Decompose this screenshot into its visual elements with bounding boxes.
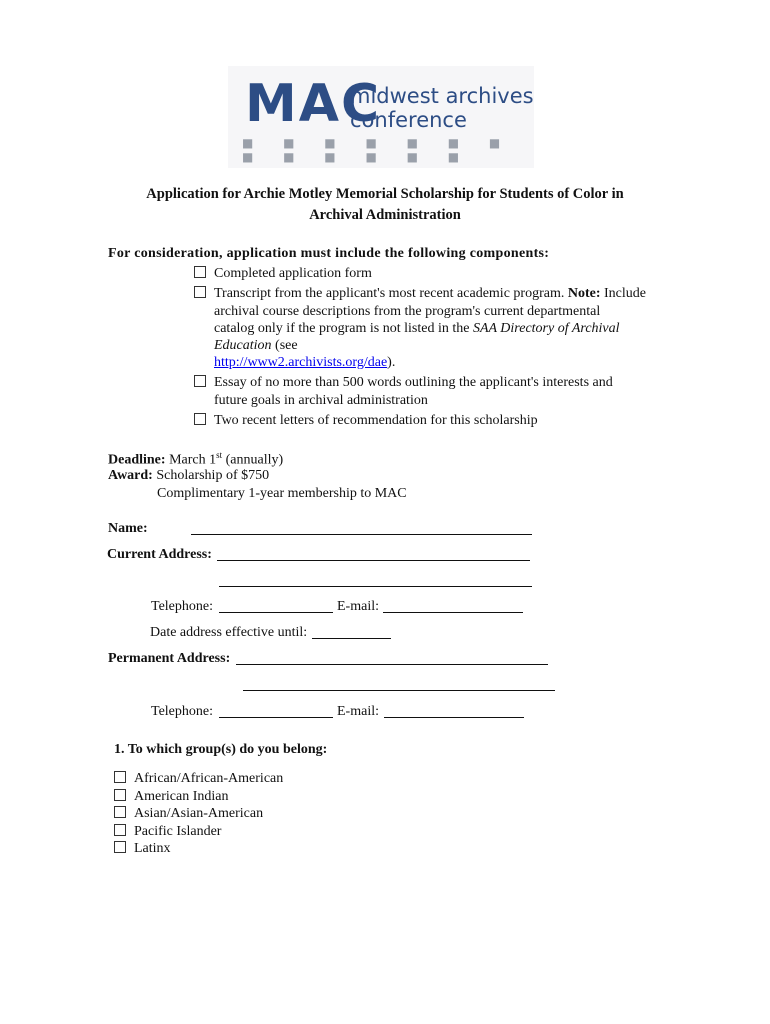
component-item-1-text: Completed application form: [214, 266, 372, 281]
telephone-2-field[interactable]: [219, 705, 333, 718]
component-item-4-text: Two recent letters of recommendation for this scholarship: [214, 413, 538, 428]
component-item-3-text: Essay of no more than 500 words outlining the applicant's interests and: [214, 375, 613, 390]
saa-directory-title: SAA Directory of Archival: [472, 321, 620, 336]
group-option: [114, 824, 221, 840]
dae-link[interactable]: http://www2.archivists.org/dae: [214, 355, 388, 370]
award-row: [108, 468, 269, 484]
component-item-2-line-4: [214, 338, 298, 354]
note-label: Note:: [567, 286, 601, 301]
deadline-label: Deadline:: [108, 452, 166, 468]
group-option: [114, 841, 171, 857]
group-option-label: American Indian: [134, 789, 229, 804]
component-item-2-line-2: archival course descriptions from the program's current departmental: [214, 304, 601, 319]
checkbox[interactable]: [114, 841, 126, 853]
component-item-3: [194, 375, 613, 391]
current-address-label: Current Address:: [107, 547, 212, 562]
current-address-field-1[interactable]: [217, 548, 530, 561]
award-value-2: Complimentary 1-year membership to MAC: [157, 486, 407, 501]
logo-mark: MAC: [245, 74, 382, 134]
logo-dots: ■ ■ ■ ■ ■ ■ ■ ■ ■ ■ ■ ■ ■: [242, 136, 514, 164]
email-label: E-mail:: [337, 599, 379, 614]
page-title-line-2: Archival Administration: [309, 207, 461, 223]
checkbox[interactable]: [194, 286, 206, 298]
email-2-field[interactable]: [384, 705, 524, 718]
checkbox[interactable]: [194, 413, 206, 425]
logo-line-1: midwest archives: [350, 84, 534, 108]
deadline-row: [108, 450, 283, 469]
checkbox[interactable]: [114, 789, 126, 801]
group-option-label: Latinx: [134, 841, 171, 856]
group-option: [114, 771, 283, 787]
checkbox[interactable]: [194, 266, 206, 278]
component-item-2-line-5: [214, 355, 395, 371]
permanent-address-label: Permanent Address:: [108, 651, 231, 666]
component-item-3-line-2: future goals in archival administration: [214, 393, 428, 408]
name-label: Name:: [108, 521, 148, 536]
deadline-tail: (annually): [225, 452, 284, 468]
telephone-field[interactable]: [219, 600, 333, 613]
checkbox[interactable]: [114, 824, 126, 836]
checkbox[interactable]: [114, 771, 126, 783]
permanent-address-field-2[interactable]: [243, 678, 555, 691]
checkbox[interactable]: [114, 806, 126, 818]
component-item-2-line-3: [214, 321, 620, 337]
award-label: Award:: [108, 468, 153, 483]
mac-logo: [228, 66, 534, 168]
component-item-2: [194, 286, 646, 302]
page-title-line-1: Application for Archie Motley Memorial Scholarship for Students of Color in: [146, 186, 624, 202]
component-item-2-text-b: Include: [604, 286, 646, 301]
telephone-label: Telephone:: [151, 599, 213, 614]
components-heading: For consideration, application must include the following components:: [108, 246, 550, 261]
component-item-2-text-a: Transcript from the applicant's most recent academic program.: [214, 286, 565, 301]
date-effective-label: Date address effective until:: [150, 625, 308, 640]
award-value-1: Scholarship of $750: [156, 468, 270, 483]
group-option-label: Pacific Islander: [134, 824, 222, 839]
group-option-label: Asian/Asian-American: [134, 806, 264, 821]
group-option: [114, 806, 263, 822]
group-option-label: African/African-American: [134, 771, 284, 786]
saa-directory-title-cont: Education: [214, 338, 272, 353]
name-field[interactable]: [191, 522, 532, 535]
email-field[interactable]: [383, 600, 523, 613]
email-2-label: E-mail:: [337, 704, 379, 719]
question-1-heading: 1. To which group(s) do you belong:: [114, 742, 328, 757]
link-tail: ).: [387, 355, 396, 370]
component-item-1: [194, 266, 372, 282]
component-item-4: [194, 413, 538, 429]
logo-line-2: conference: [350, 108, 467, 132]
telephone-2-label: Telephone:: [151, 704, 213, 719]
component-item-2-see: (see: [275, 338, 298, 353]
deadline-value: March 1: [169, 452, 217, 468]
group-option: [114, 789, 228, 805]
date-effective-field[interactable]: [312, 626, 391, 639]
checkbox[interactable]: [194, 375, 206, 387]
current-address-field-2[interactable]: [219, 574, 532, 587]
permanent-address-field-1[interactable]: [236, 652, 548, 665]
deadline-sup: st: [216, 450, 223, 460]
component-item-2-line-3-text: catalog only if the program is not listed in the: [214, 321, 470, 336]
